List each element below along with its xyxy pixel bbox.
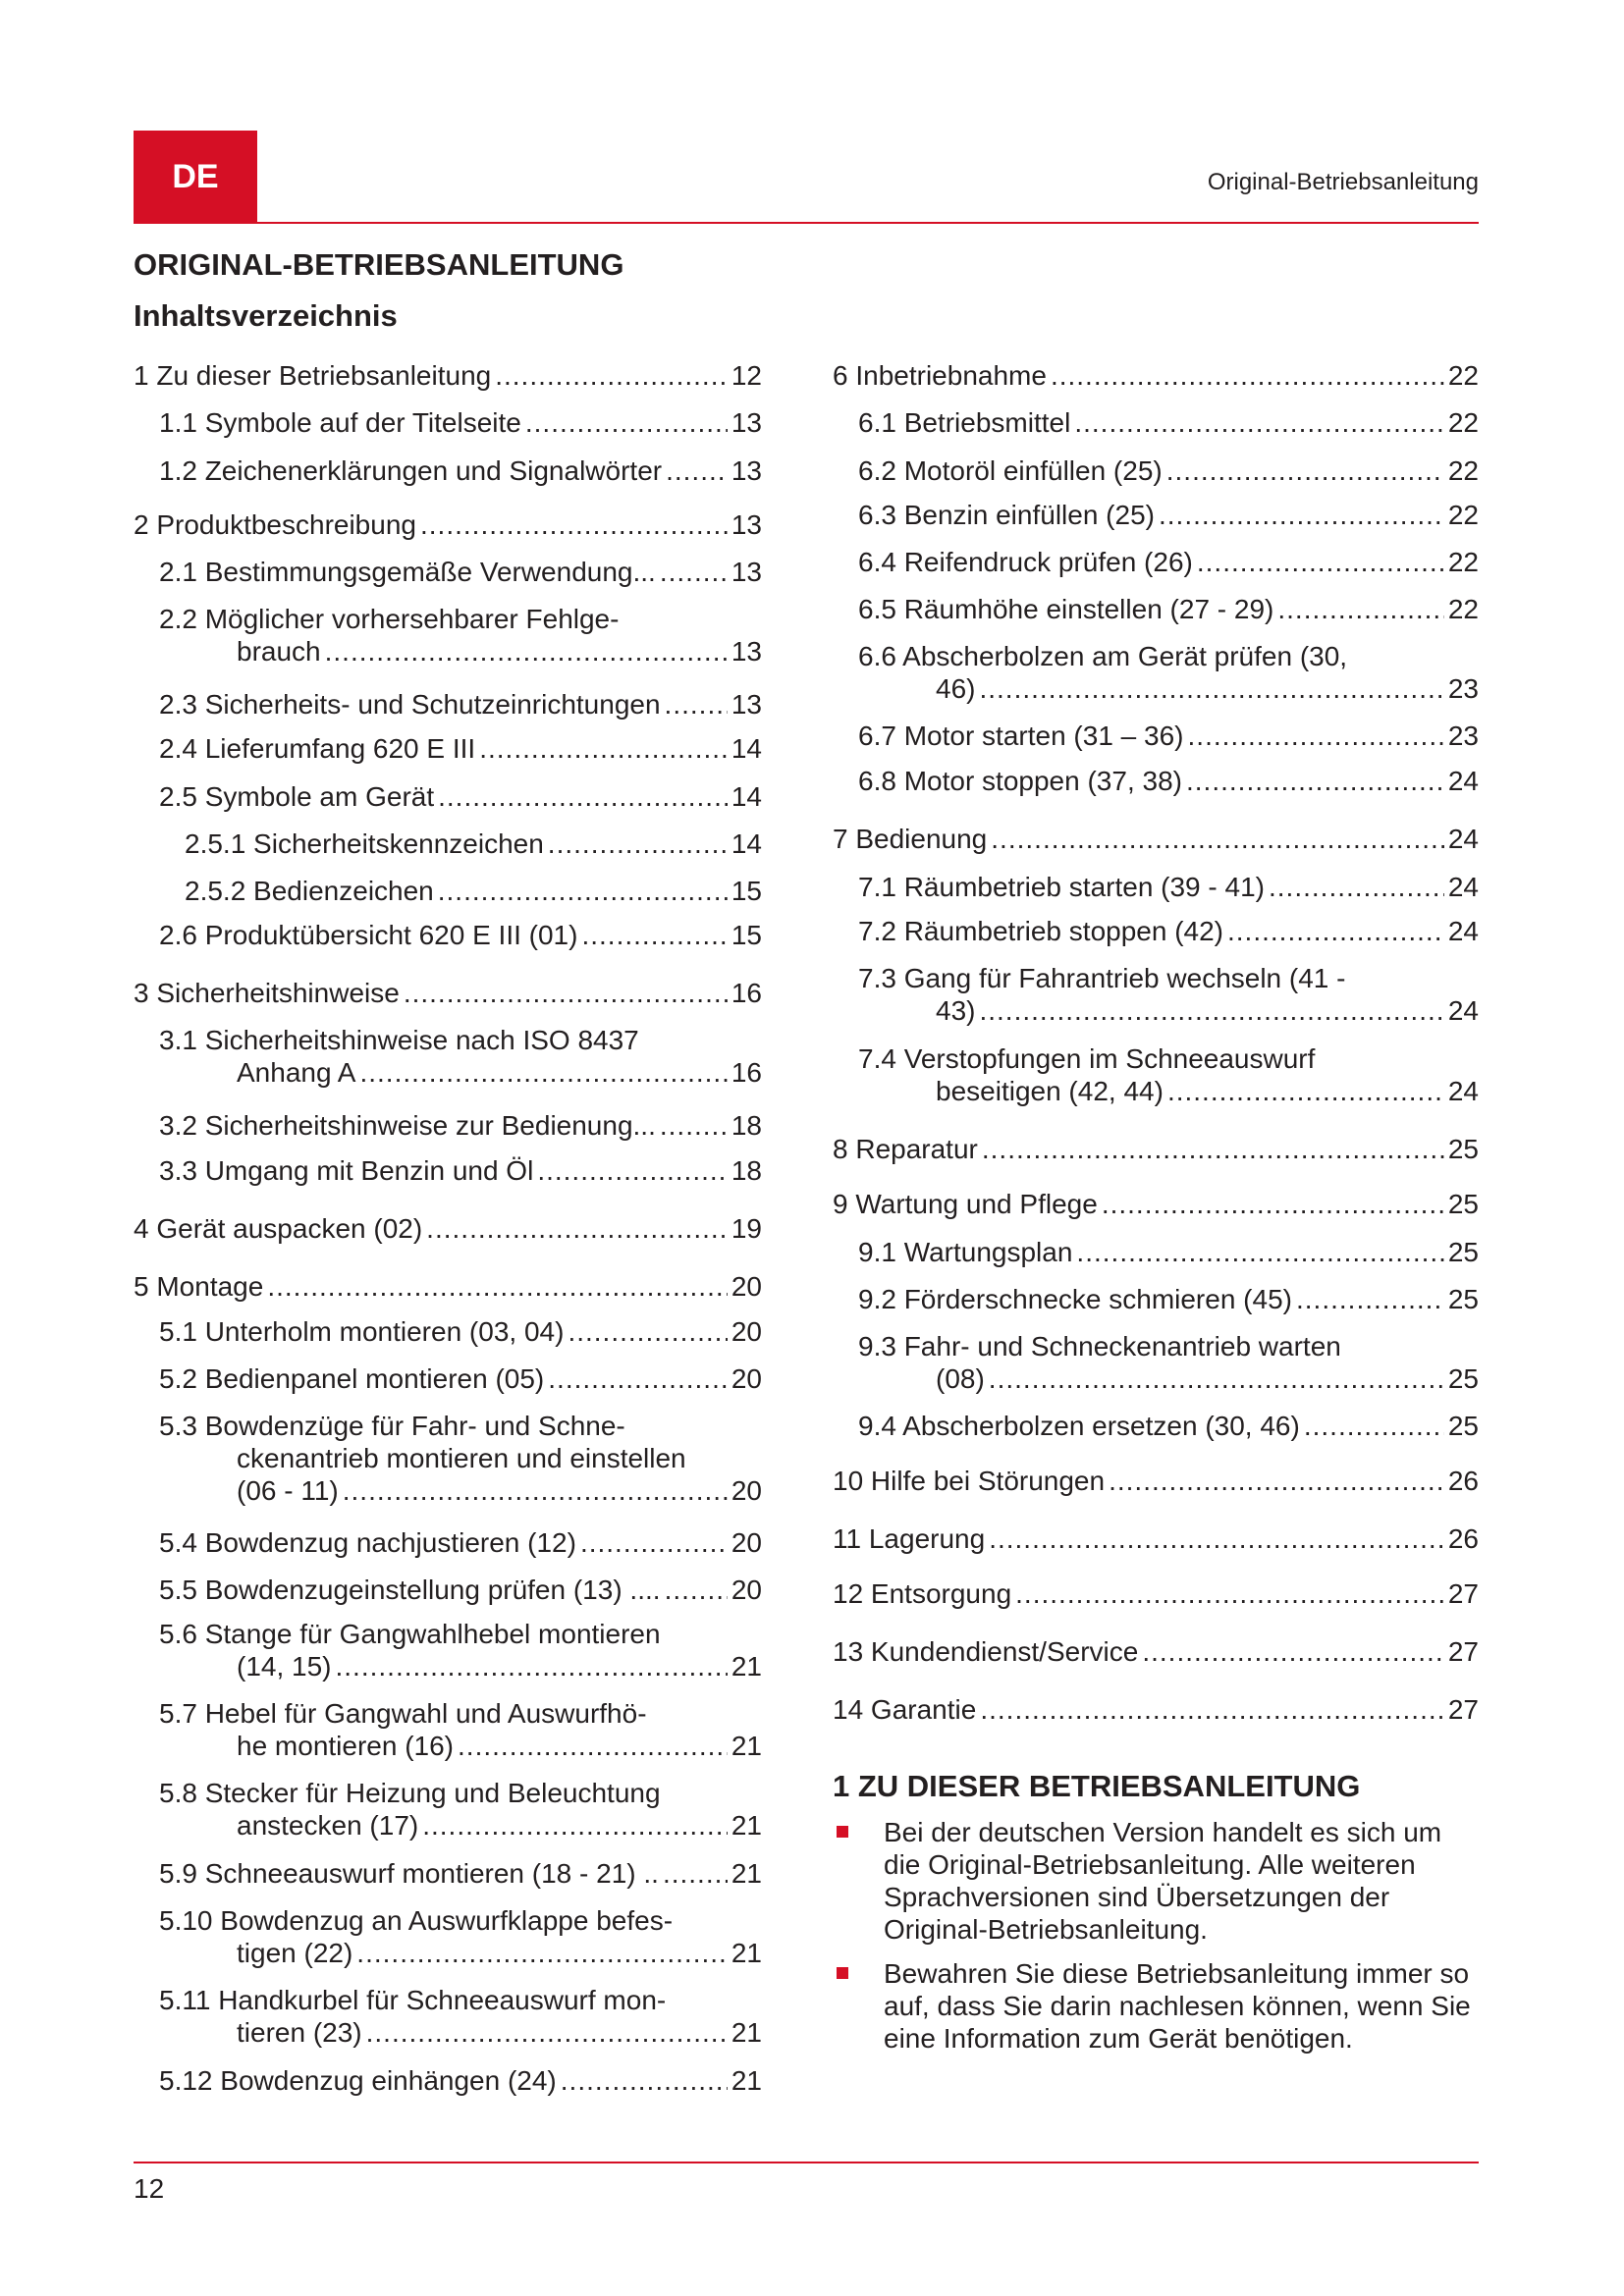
toc-entry-page: 27: [1447, 1694, 1479, 1725]
toc-entry-title: (14, 15): [237, 1651, 332, 1682]
bullet-text: Bewahren Sie diese Betriebsanleitung immer so auf, dass Sie darin nachlesen können, wenn Sie eine Information zum Gerät benötigen.: [884, 1958, 1471, 2054]
toc-entry-page: 24: [1447, 916, 1479, 946]
toc-entry-title: 2 Produktbeschreibung: [134, 509, 416, 540]
page-number: 12: [134, 2173, 165, 2204]
toc-entry-page: 22: [1447, 455, 1479, 486]
toc-entry-page: 22: [1447, 594, 1479, 624]
toc-entry-title: 1.2 Zeichenerklärungen und Signalwörter: [159, 455, 663, 486]
toc-dot-leader: [548, 828, 728, 860]
toc-entry-title: 2.3 Sicherheits- und Schutzeinrichtungen: [159, 689, 661, 720]
toc-entry-title: 5.6 Stange für Gangwahlhebel montieren: [159, 1619, 661, 1649]
toc-entry-page: 26: [1447, 1523, 1479, 1554]
toc-entry-title: 7.4 Verstopfungen im Schneeauswurf: [858, 1043, 1316, 1074]
toc-entry-title: 5.9 Schneeauswurf montieren (18 - 21) ..: [159, 1858, 659, 1889]
toc-entry[interactable]: [833, 546, 1479, 578]
toc-entry[interactable]: [833, 499, 1479, 531]
toc-entry-page: 21: [731, 2065, 762, 2096]
toc-entry-title: 7.2 Räumbetrieb stoppen (42): [858, 916, 1223, 946]
toc-dot-leader: [1227, 915, 1444, 947]
toc-entry[interactable]: [134, 406, 762, 439]
toc-entry-title: anstecken (17): [237, 1810, 419, 1841]
toc-entry-page: 24: [1447, 824, 1479, 854]
toc-entry-page: 21: [731, 1938, 762, 1968]
toc-entry-title: Anhang A: [237, 1057, 356, 1088]
toc-entry[interactable]: [134, 1697, 762, 1762]
toc-entry[interactable]: [833, 1042, 1479, 1107]
toc-dot-leader: [537, 1154, 728, 1187]
bullet-list: [833, 1816, 1479, 2066]
toc-dot-leader: [989, 1362, 1444, 1395]
toc-entry-title: 9.2 Förderschnecke schmieren (45): [858, 1284, 1292, 1314]
toc-entry-page: 14: [731, 828, 762, 859]
toc-dot-leader: [267, 1270, 728, 1303]
toc-entry-page: 16: [731, 978, 762, 1008]
toc-entry-page: 18: [731, 1155, 762, 1186]
toc-entry-title: 2.1 Bestimmungsgemäße Verwendung...: [159, 557, 656, 587]
toc-entry-page: 21: [731, 1731, 762, 1761]
toc-dot-leader: [1186, 765, 1444, 797]
toc-dot-leader: [568, 1315, 727, 1348]
toc-dot-leader: [1142, 1635, 1444, 1668]
toc-entry-title: 5.2 Bedienpanel montieren (05): [159, 1363, 545, 1394]
toc-entry[interactable]: [134, 508, 762, 541]
toc-entry[interactable]: [134, 919, 762, 951]
toc-entry-title: 6.8 Motor stoppen (37, 38): [858, 766, 1182, 796]
toc-entry-title: 6.1 Betriebsmittel: [858, 407, 1071, 438]
bullet-item: [833, 1957, 1479, 2055]
toc-dot-leader: [580, 1526, 728, 1559]
toc-entry-title: 6.5 Räumhöhe einstellen (27 - 29): [858, 594, 1274, 624]
toc-entry-title: 3.3 Umgang mit Benzin und Öl: [159, 1155, 534, 1186]
toc-entry-title: 2.4 Lieferumfang 620 E III: [159, 733, 476, 764]
toc-entry-page: 25: [1447, 1363, 1479, 1394]
document-title: ORIGINAL-BETRIEBSANLEITUNG: [134, 247, 624, 282]
bullet-square-icon: [837, 1826, 848, 1838]
toc-entry[interactable]: [833, 1465, 1479, 1497]
toc-entry-title: 3.2 Sicherheitshinweise zur Bedienung...: [159, 1110, 656, 1141]
toc-entry-page: 27: [1447, 1636, 1479, 1667]
toc-entry[interactable]: [833, 1577, 1479, 1610]
toc-dot-leader: [665, 1574, 728, 1606]
toc-dot-leader: [343, 1474, 728, 1507]
toc-entry-title: 6.2 Motoröl einfüllen (25): [858, 455, 1163, 486]
toc-entry-page: 20: [731, 1475, 762, 1506]
toc-entry-title: 1 Zu dieser Betriebsanleitung: [134, 360, 492, 391]
section-heading: 1 ZU DIESER BETRIEBSANLEITUNG: [833, 1769, 1361, 1803]
toc-entry-page: 14: [731, 733, 762, 764]
toc-dot-leader: [1109, 1465, 1444, 1497]
toc-entry-page: 15: [731, 920, 762, 950]
toc-entry[interactable]: [134, 1574, 762, 1606]
toc-entry-page: 24: [1447, 1076, 1479, 1106]
toc-entry-page: 25: [1447, 1134, 1479, 1164]
toc-entry-page: 26: [1447, 1466, 1479, 1496]
toc-dot-leader: [336, 1650, 728, 1682]
toc-dot-leader: [666, 454, 728, 487]
toc-entry-page: 24: [1447, 766, 1479, 796]
toc-dot-leader: [458, 1730, 728, 1762]
toc-entry-page: 20: [731, 1527, 762, 1558]
bullet-square-icon: [837, 1967, 848, 1979]
toc-entry-page: 13: [731, 455, 762, 486]
toc-entry[interactable]: [134, 454, 762, 487]
toc-dot-leader: [479, 732, 728, 765]
toc-entry-page: 21: [731, 1810, 762, 1841]
toc-entry-page: 13: [731, 407, 762, 438]
toc-dot-leader: [1296, 1283, 1444, 1315]
toc-entry-title: 7.3 Gang für Fahrantrieb wechseln (41 -: [858, 963, 1346, 993]
toc-dot-leader: [1269, 871, 1444, 903]
toc-entry[interactable]: [134, 688, 762, 721]
toc-entry[interactable]: [833, 1283, 1479, 1315]
toc-entry-page: 24: [1447, 995, 1479, 1026]
toc-entry-page: 22: [1447, 500, 1479, 530]
toc-entry[interactable]: [134, 359, 762, 392]
toc-dot-leader: [581, 919, 727, 951]
toc-entry-title: 43): [936, 995, 976, 1026]
toc-dot-leader: [1197, 546, 1444, 578]
toc-entry[interactable]: [833, 406, 1479, 439]
toc-entry-title: 5.1 Unterholm montieren (03, 04): [159, 1316, 565, 1347]
toc-entry[interactable]: [134, 556, 762, 588]
toc-entry-title: ckenantrieb montieren und einstellen: [237, 1443, 686, 1473]
toc-entry-title: tieren (23): [237, 2017, 362, 2048]
toc-entry-title: 5.12 Bowdenzug einhängen (24): [159, 2065, 557, 2096]
toc-dot-leader: [663, 1857, 728, 1890]
toc-dot-leader: [422, 1809, 728, 1842]
toc-dot-leader: [1015, 1577, 1444, 1610]
toc-entry-page: 25: [1447, 1237, 1479, 1267]
toc-entry-page: 13: [731, 557, 762, 587]
toc-dot-leader: [979, 994, 1443, 1027]
toc-entry[interactable]: [833, 1330, 1479, 1395]
toc-entry-title: 2.5 Symbole am Gerät: [159, 781, 435, 812]
toc-dot-leader: [548, 1362, 728, 1395]
toc-dot-leader: [979, 672, 1443, 705]
toc-dot-leader: [359, 1056, 727, 1089]
toc-entry[interactable]: [833, 962, 1479, 1027]
toc-entry[interactable]: [833, 1133, 1479, 1165]
toc-entry-title: brauch: [237, 636, 321, 667]
toc-dot-leader: [660, 1109, 728, 1142]
toc-dot-leader: [404, 977, 728, 1009]
toc-dot-leader: [982, 1133, 1444, 1165]
toc-entry[interactable]: [833, 1635, 1479, 1668]
toc-entry[interactable]: [134, 1315, 762, 1348]
toc-entry-title: 11 Lagerung: [833, 1523, 986, 1554]
toc-dot-leader: [1167, 1075, 1444, 1107]
toc-entry-title: tigen (22): [237, 1938, 353, 1968]
toc-entry-page: 23: [1447, 673, 1479, 704]
toc-entry-title: 6.6 Abscherbolzen am Gerät prüfen (30,: [858, 641, 1348, 671]
toc-entry[interactable]: [833, 359, 1479, 392]
toc-entry-title: 9 Wartung und Pflege: [833, 1189, 1098, 1219]
bullet-text: Bei der deutschen Version handelt es sich um die Original-Betriebsanleitung. Alle weiteren Sprachversionen sind Übersetzungen der Original-Betriebsanleitung.: [884, 1817, 1442, 1945]
toc-entry-title: beseitigen (42, 44): [936, 1076, 1164, 1106]
toc-entry-page: 24: [1447, 872, 1479, 902]
toc-dot-leader: [561, 2064, 728, 2097]
toc-entry-title: 13 Kundendienst/Service: [833, 1636, 1139, 1667]
toc-entry-title: 5.4 Bowdenzug nachjustieren (12): [159, 1527, 576, 1558]
toc-entry[interactable]: [134, 875, 762, 907]
toc-dot-leader: [1102, 1188, 1444, 1220]
toc-entry-page: 25: [1447, 1284, 1479, 1314]
toc-entry-page: 27: [1447, 1578, 1479, 1609]
toc-dot-leader: [366, 2016, 728, 2049]
toc-entry-title: 2.5.1 Sicherheitskennzeichen: [185, 828, 544, 859]
toc-entry-title: 2.2 Möglicher vorhersehbarer Fehlge-: [159, 604, 620, 634]
toc-entry-title: 6.3 Benzin einfüllen (25): [858, 500, 1155, 530]
toc-entry[interactable]: [134, 1777, 762, 1842]
toc-dot-leader: [665, 688, 728, 721]
toc-dot-leader: [356, 1937, 728, 1969]
toc-entry-page: 22: [1447, 547, 1479, 577]
toc-entry-page: 13: [731, 509, 762, 540]
toc-dot-leader: [980, 1693, 1444, 1726]
toc-entry-title: 4 Gerät auspacken (02): [134, 1213, 423, 1244]
toc-entry-title: 6 Inbetriebnahme: [833, 360, 1047, 391]
toc-entry[interactable]: [134, 1270, 762, 1303]
toc-entry-title: 9.1 Wartungsplan: [858, 1237, 1073, 1267]
toc-entry-title: 6.7 Motor starten (31 – 36): [858, 721, 1184, 751]
toc-entry[interactable]: [134, 1857, 762, 1890]
toc-entry[interactable]: [833, 1693, 1479, 1726]
toc-entry-title: 14 Garantie: [833, 1694, 977, 1725]
toc-entry-title: 2.5.2 Bedienzeichen: [185, 876, 434, 906]
toc-dot-leader: [1304, 1410, 1444, 1442]
toc-dot-leader: [1188, 720, 1444, 752]
toc-dot-leader: [1166, 454, 1444, 487]
toc-entry-title: 2.6 Produktübersicht 620 E III (01): [159, 920, 578, 950]
toc-entry[interactable]: [833, 765, 1479, 797]
toc-dot-leader: [1074, 406, 1444, 439]
toc-entry-page: 21: [731, 1858, 762, 1889]
toc-entry-title: 8 Reparatur: [833, 1134, 978, 1164]
toc-entry-title: 5.11 Handkurbel für Schneeauswurf mon-: [159, 1985, 667, 2015]
toc-entry-title: 5.10 Bowdenzug an Auswurfklappe befes-: [159, 1905, 674, 1936]
toc-entry[interactable]: [833, 454, 1479, 487]
toc-dot-leader: [1277, 593, 1443, 625]
toc-entry-page: 20: [731, 1575, 762, 1605]
toc-entry-title: (08): [936, 1363, 985, 1394]
toc-entry[interactable]: [134, 1362, 762, 1395]
toc-entry[interactable]: [833, 1188, 1479, 1220]
toc-dot-leader: [426, 1212, 728, 1245]
toc-entry-title: 3.1 Sicherheitshinweise nach ISO 8437: [159, 1025, 639, 1055]
toc-entry-title: 5 Montage: [134, 1271, 264, 1302]
toc-dot-leader: [495, 359, 728, 392]
toc-entry-title: 3 Sicherheitshinweise: [134, 978, 400, 1008]
language-badge: DE: [134, 131, 257, 223]
toc-entry-page: 15: [731, 876, 762, 906]
toc-entry-page: 20: [731, 1271, 762, 1302]
footer-divider: [134, 2162, 1479, 2163]
toc-entry-title: (06 - 11): [237, 1475, 339, 1506]
toc-entry-page: 14: [731, 781, 762, 812]
toc-entry-page: 21: [731, 1651, 762, 1682]
toc-dot-leader: [660, 556, 728, 588]
toc-entry[interactable]: [134, 1984, 762, 2049]
toc-entry[interactable]: [134, 603, 762, 667]
toc-entry[interactable]: [833, 915, 1479, 947]
toc-entry-page: 19: [731, 1213, 762, 1244]
toc-entry-page: 20: [731, 1363, 762, 1394]
toc-entry-page: 25: [1447, 1411, 1479, 1441]
toc-entry[interactable]: [134, 1212, 762, 1245]
toc-entry[interactable]: [134, 1526, 762, 1559]
toc-entry-page: 23: [1447, 721, 1479, 751]
toc-entry[interactable]: [134, 1410, 762, 1507]
toc-entry[interactable]: [134, 732, 762, 765]
toc-entry[interactable]: [134, 1154, 762, 1187]
toc-dot-leader: [438, 875, 728, 907]
toc-entry-title: 7 Bedienung: [833, 824, 988, 854]
bullet-item: [833, 1816, 1479, 1946]
toc-entry-title: 5.5 Bowdenzugeinstellung prüfen (13) ....: [159, 1575, 661, 1605]
toc-entry-page: 20: [731, 1316, 762, 1347]
toc-entry-title: 5.7 Hebel für Gangwahl und Auswurfhö-: [159, 1698, 647, 1729]
toc-entry-title: he montieren (16): [237, 1731, 455, 1761]
toc-entry-title: 46): [936, 673, 976, 704]
toc-dot-leader: [420, 508, 728, 541]
toc-dot-leader: [1159, 499, 1444, 531]
toc-dot-leader: [991, 823, 1444, 855]
toc-entry[interactable]: [134, 780, 762, 813]
toc-entry-page: 13: [731, 636, 762, 667]
toc-entry-page: 22: [1447, 407, 1479, 438]
toc-entry[interactable]: [134, 1618, 762, 1682]
toc-entry[interactable]: [134, 1904, 762, 1969]
toc-entry-page: 18: [731, 1110, 762, 1141]
toc-entry[interactable]: [833, 640, 1479, 705]
toc-entry-title: 9.3 Fahr- und Schneckenantrieb warten: [858, 1331, 1341, 1362]
toc-entry[interactable]: [134, 828, 762, 860]
toc-entry-page: 21: [731, 2017, 762, 2048]
toc-entry-page: 16: [731, 1057, 762, 1088]
toc-entry-page: 13: [731, 689, 762, 720]
toc-entry[interactable]: [833, 1410, 1479, 1442]
toc-dot-leader: [525, 406, 728, 439]
toc-entry[interactable]: [833, 823, 1479, 855]
toc-entry-title: 12 Entsorgung: [833, 1578, 1012, 1609]
toc-dot-leader: [989, 1522, 1444, 1555]
toc-entry-title: 9.4 Abscherbolzen ersetzen (30, 46): [858, 1411, 1300, 1441]
toc-entry-page: 25: [1447, 1189, 1479, 1219]
toc-entry-title: 7.1 Räumbetrieb starten (39 - 41): [858, 872, 1265, 902]
toc-entry-title: 5.8 Stecker für Heizung und Beleuchtung: [159, 1778, 661, 1808]
toc-entry[interactable]: [833, 1522, 1479, 1555]
toc-dot-leader: [325, 635, 728, 667]
toc-entry[interactable]: [833, 1236, 1479, 1268]
toc-entry-title: 10 Hilfe bei Störungen: [833, 1466, 1106, 1496]
toc-entry-title: 6.4 Reifendruck prüfen (26): [858, 547, 1193, 577]
toc-entry[interactable]: [833, 720, 1479, 752]
toc-entry[interactable]: [134, 1109, 762, 1142]
header-title: Original-Betriebsanleitung: [1207, 169, 1479, 195]
toc-entry[interactable]: [833, 871, 1479, 903]
toc-dot-leader: [438, 780, 728, 813]
toc-entry-title: 5.3 Bowdenzüge für Fahr- und Schne-: [159, 1411, 625, 1441]
toc-entry[interactable]: [134, 977, 762, 1009]
toc-entry[interactable]: [134, 2064, 762, 2097]
toc-entry-page: 12: [731, 360, 762, 391]
toc-dot-leader: [1076, 1236, 1443, 1268]
toc-heading: Inhaltsverzeichnis: [134, 298, 398, 333]
toc-entry[interactable]: [833, 593, 1479, 625]
header-divider: [134, 222, 1479, 224]
toc-entry-title: 1.1 Symbole auf der Titelseite: [159, 407, 521, 438]
toc-entry-page: 22: [1447, 360, 1479, 391]
toc-entry[interactable]: [134, 1024, 762, 1089]
toc-dot-leader: [1051, 359, 1444, 392]
